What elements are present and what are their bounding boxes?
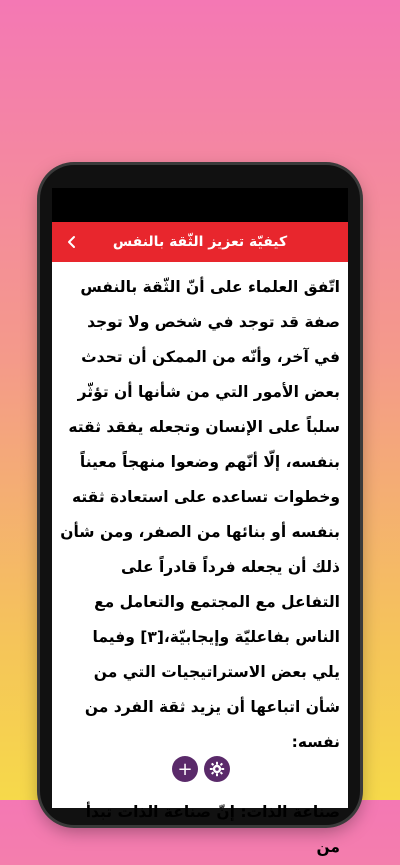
gear-icon [209, 761, 225, 777]
article-paragraph: صناعة الذات: إنّ صناعة الذات تبدأ من [85, 803, 340, 856]
phone-screen [52, 188, 348, 856]
article-paragraph: اتّفق العلماء على أنّ الثّقة بالنفس صفة قد توجد في شخص ولا توجد في آخر، وأنّه من الممكن أن تحدث بعض الأمور التي من شأنها أن تؤثّر سلباً على الإنسان وتجعله يفقد ثقته بنفسه، إلّا أنّهم وضعوا منهجاً معيناً وخطوات تساعده على استعادة ثقته بنفسه أو بنائها من الصفر، ومن شأن ذلك أن يجعله فرداً قادراً على التفاعل مع المجتمع والتعامل مع الناس بفاعليّة وإيجابيّة،[٣] وفيما يلي بعض الاستراتيجيات التي من شأن اتباعها أن يزيد ثقة الفرد من نفسه: [60, 278, 340, 751]
settings-button[interactable] [204, 756, 230, 782]
floating-actions [172, 756, 230, 782]
status-bar [52, 188, 348, 222]
add-button[interactable] [172, 756, 198, 782]
page-title: كيفيّة تعزيز الثّقة بالنفس [112, 234, 288, 250]
app-bar [52, 222, 348, 262]
plus-icon: + [177, 758, 193, 780]
